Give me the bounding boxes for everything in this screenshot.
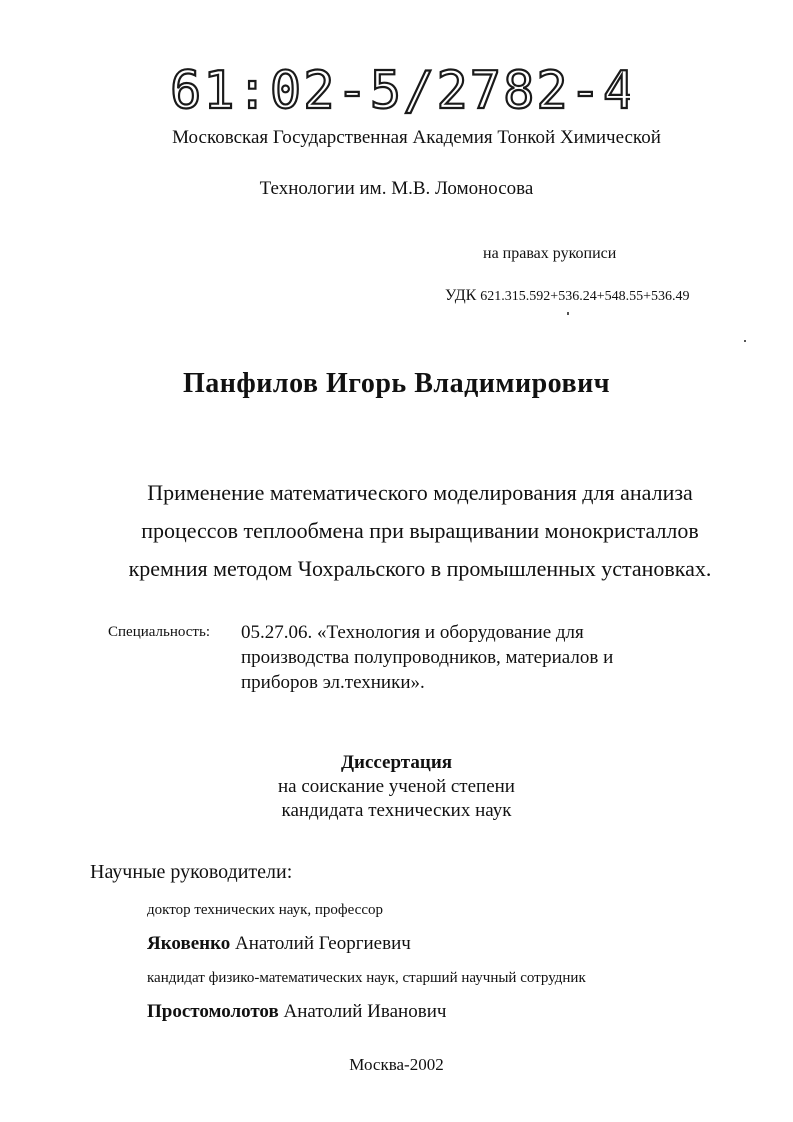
- udk-number: 621.315.592+536.24+548.55+536.49: [480, 289, 690, 304]
- udk-label: УДК: [445, 287, 477, 304]
- handwritten-code-drawing: [170, 52, 630, 122]
- supervisor-1-name: [147, 933, 411, 955]
- speciality-line-1: 05.27.06. «Технология и оборудование для: [241, 622, 584, 643]
- supervisor-1-degree: доктор технических наук, профессор: [147, 902, 384, 918]
- udk-code: [445, 287, 689, 305]
- supervisor-2-degree: кандидат физико-математических наук, старший научный сотрудник: [147, 970, 586, 986]
- dissertation-degree-block: [0, 751, 793, 823]
- speciality-label: Специальность:: [108, 624, 210, 640]
- speciality-text: [241, 620, 701, 695]
- handwritten-code-text: 61:02-5/2782-4: [170, 61, 630, 121]
- supervisors-label: Научные руководители:: [90, 861, 293, 883]
- scan-speck: [567, 312, 569, 315]
- institution-line-2: Технологии им. М.В. Ломоносова: [259, 178, 534, 199]
- institution-line-1: Московская Государственная Академия Тонкой Химической: [172, 127, 661, 148]
- speciality-line-3: приборов эл.техники».: [241, 672, 425, 693]
- title-line-2: процессов теплообмена при выращивании монокристаллов: [141, 518, 699, 543]
- city-year: Москва-2002: [349, 1055, 444, 1074]
- scan-speck: [744, 340, 746, 342]
- dissertation-line-2: кандидата технических наук: [281, 800, 512, 821]
- dissertation-line-1: на соискание ученой степени: [278, 776, 515, 797]
- speciality-line-2: производства полупроводников, материалов и: [241, 647, 614, 668]
- supervisor-2-given: Анатолий Иванович: [283, 1001, 447, 1022]
- title-line-1: Применение математического моделирования для анализа: [147, 480, 693, 505]
- manuscript-note: на правах рукописи: [483, 245, 617, 262]
- supervisor-1-given: Анатолий Георгиевич: [235, 933, 411, 954]
- supervisor-2-name: [147, 1001, 446, 1023]
- handwritten-archive-code: [170, 52, 630, 122]
- dissertation-heading: Диссертация: [340, 752, 453, 773]
- dissertation-title: [90, 474, 750, 588]
- supervisor-1-surname: Яковенко: [147, 933, 231, 954]
- title-line-3: кремния методом Чохральского в промышленных установках.: [128, 556, 712, 581]
- supervisor-2-surname: Простомолотов: [147, 1001, 279, 1022]
- author-name: Панфилов Игорь Владимирович: [182, 368, 611, 399]
